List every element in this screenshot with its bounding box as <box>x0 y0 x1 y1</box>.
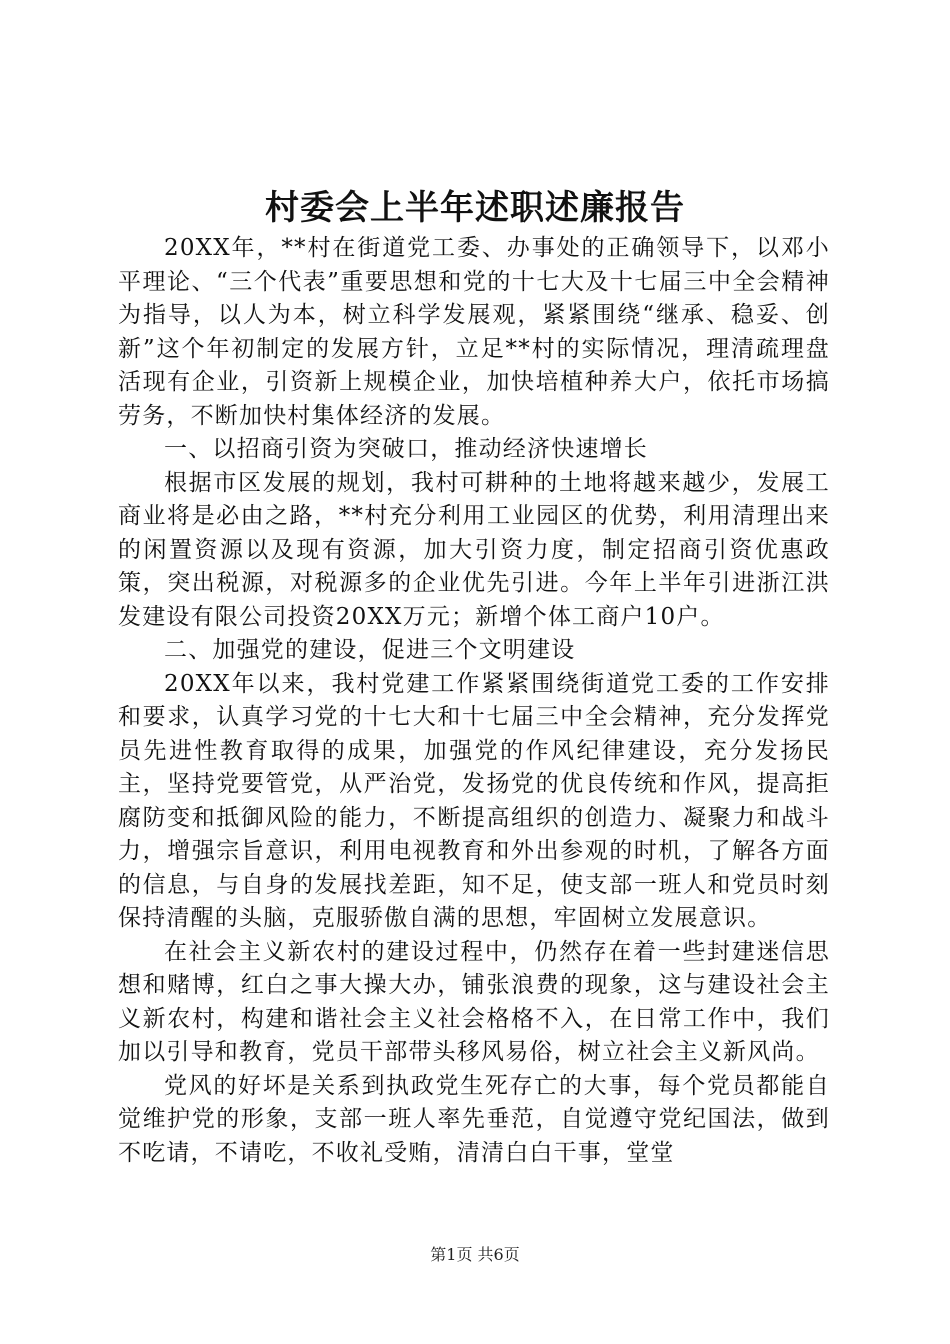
document-body <box>118 232 830 1170</box>
paragraph-party-style: 党风的好坏是关系到执政党生死存亡的大事，每个党员都能自觉维护党的形象，支部一班人率先垂范，自觉遵守党纪国法，做到不吃请，不请吃，不收礼受贿，清清白白干事，堂堂 <box>118 1072 830 1166</box>
paragraph-new-countryside: 在社会主义新农村的建设过程中，仍然存在着一些封建迷信思想和赌博，红白之事大操大办，铺张浪费的现象，这与建设社会主义新农村，构建和谐社会主义社会格格不入，在日常工作中，我们加以引导和教育，党员干部带头移风易俗，树立社会主义新风尚。 <box>118 938 830 1065</box>
paragraph-intro: 20XX年，**村在街道党工委、办事处的正确领导下，以邓小平理论、“三个代表”重要思想和党的十七大及十七届三中全会精神为指导，以人为本，树立科学发展观，紧紧围绕“继承、稳妥、创新”这个年初制定的发展方针，立足**村的实际情况，理清疏理盘活现有企业，引资新上规模企业，加快培植种养大户，依托市场搞劳务，不断加快村集体经济的发展。 <box>118 235 830 429</box>
paragraph-investment: 根据市区发展的规划，我村可耕种的土地将越来越少，发展工商业将是必由之路，**村充分利用工业园区的优势，利用清理出来的闲置资源以及现有资源，加大引资力度，制定招商引资优惠政策，突出税源，对税源多的企业优先引进。今年上半年引进浙江洪发建设有限公司投资20XX万元；新增个体工商户10户。 <box>118 469 830 630</box>
section-heading-1: 一、以招商引资为突破口，推动经济快速增长 <box>164 436 648 462</box>
paragraph-party-building: 20XX年以来，我村党建工作紧紧围绕街道党工委的工作安排和要求，认真学习党的十七大和十七届三中全会精神，充分发挥党员先进性教育取得的成果，加强党的作风纪律建设，充分发扬民主，坚持党要管党，从严治党，发扬党的优良传统和作风，提高拒腐防变和抵御风险的能力，不断提高组织的创造力、凝聚力和战斗力，增强宗旨意识，利用电视教育和外出参观的时机，了解各方面的信息，与自身的发展找差距，知不足，使支部一班人和党员时刻保持清醒的头脑，克服骄傲自满的思想，牢固树立发展意识。 <box>118 670 830 931</box>
document-title: 村委会上半年述职述廉报告 <box>265 188 685 228</box>
page-footer: 第1页 共6页 <box>430 1245 520 1264</box>
section-heading-2: 二、加强党的建设，促进三个文明建设 <box>164 637 576 663</box>
